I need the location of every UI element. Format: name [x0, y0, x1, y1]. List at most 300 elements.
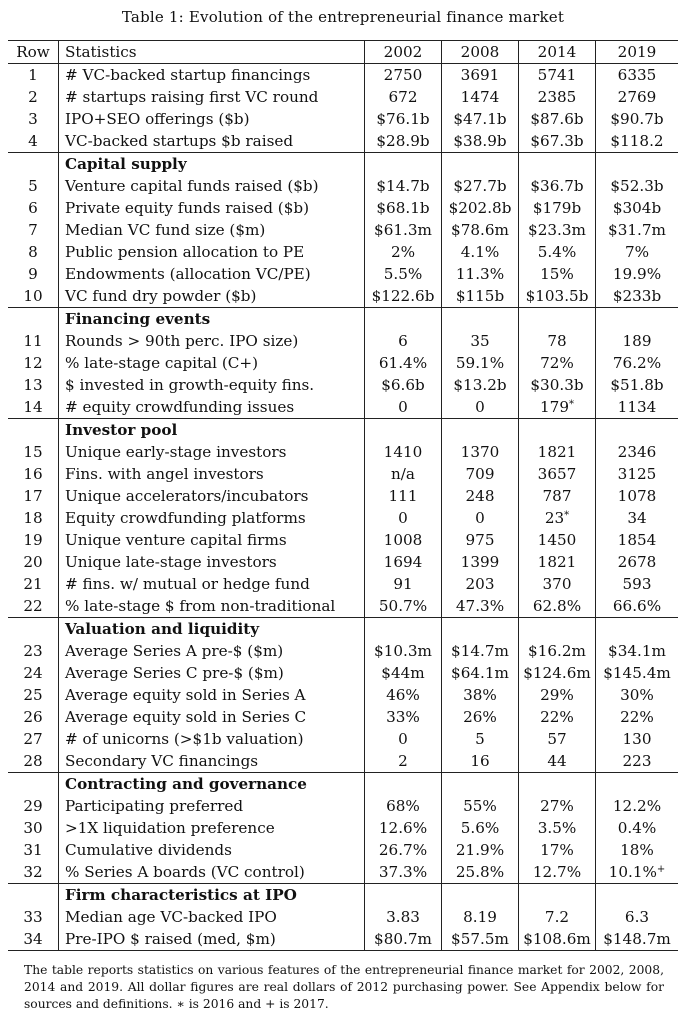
value-text: 59.1% [455, 354, 505, 372]
value-cell-2019 [596, 795, 679, 817]
value-cell-2008 [442, 86, 519, 108]
value-cell-2014 [519, 728, 596, 750]
section-header-row [8, 884, 678, 907]
value-text: n/a [391, 465, 415, 483]
value-text: $27.7b [453, 177, 507, 195]
header-statistics-col: Statistics [59, 41, 365, 64]
table-row [8, 175, 678, 197]
value-text: 1821 [537, 443, 577, 461]
value-cell-2019 [596, 662, 679, 684]
row-number: 7 [8, 219, 59, 241]
value-text: 66.6% [612, 597, 662, 615]
value-text: 2% [390, 243, 416, 261]
value-cell-2002 [365, 817, 442, 839]
value-text: 3.83 [386, 908, 420, 926]
value-cell-2014 [519, 130, 596, 153]
value-text: 2 [398, 752, 408, 770]
table-row [8, 928, 678, 951]
value-cell-2014 [519, 906, 596, 928]
statistic-label: Pre-IPO $ raised (med, $m) [59, 928, 365, 951]
section-empty-cell [519, 308, 596, 331]
value-cell-2002 [365, 241, 442, 263]
value-cell-2002 [365, 529, 442, 551]
value-cell-2008 [442, 197, 519, 219]
section-empty-cell [365, 308, 442, 331]
value-cell-2008 [442, 441, 519, 463]
value-text: 50.7% [378, 597, 428, 615]
value-cell-2008 [442, 396, 519, 419]
row-number: 9 [8, 263, 59, 285]
value-text: 72% [540, 354, 574, 372]
value-cell-2014 [519, 507, 596, 529]
value-cell-2019 [596, 241, 679, 263]
value-text: $34.1m [608, 642, 666, 660]
value-text: 38% [463, 686, 497, 704]
statistic-label: Unique early-stage investors [59, 441, 365, 463]
value-text: 6.3 [624, 908, 650, 926]
table-row [8, 441, 678, 463]
value-cell-2002 [365, 374, 442, 396]
value-cell-2019 [596, 551, 679, 573]
row-number: 14 [8, 396, 59, 419]
table-row [8, 529, 678, 551]
value-cell-2002 [365, 219, 442, 241]
finance-table [8, 40, 678, 951]
value-text: 7.2 [544, 908, 570, 926]
value-cell-2014 [519, 197, 596, 219]
value-text: 1399 [460, 553, 500, 571]
row-number: 12 [8, 352, 59, 374]
section-empty-cell [365, 419, 442, 442]
value-text: $80.7m [374, 930, 432, 948]
value-cell-2002 [365, 64, 442, 87]
value-text: $68.1b [376, 199, 430, 217]
value-text: 21.9% [455, 841, 505, 859]
table-row [8, 750, 678, 773]
value-cell-2019 [596, 640, 679, 662]
row-number: 1 [8, 64, 59, 87]
value-cell-2002 [365, 795, 442, 817]
value-cell-2002 [365, 728, 442, 750]
value-cell-2008 [442, 175, 519, 197]
value-cell-2014 [519, 352, 596, 374]
value-text: 1854 [617, 531, 657, 549]
value-cell-2019 [596, 285, 679, 308]
value-text: 1694 [383, 553, 423, 571]
value-text: $108.6m [523, 930, 591, 948]
value-text: 0 [398, 398, 408, 416]
value-cell-2008 [442, 728, 519, 750]
value-cell-2019 [596, 928, 679, 951]
statistic-label: Secondary VC financings [59, 750, 365, 773]
value-cell-2008 [442, 374, 519, 396]
value-text: 1450 [537, 531, 577, 549]
statistic-label: Median age VC-backed IPO [59, 906, 365, 928]
row-number: 3 [8, 108, 59, 130]
value-cell-2002 [365, 285, 442, 308]
table-row [8, 463, 678, 485]
value-text: 1370 [460, 443, 500, 461]
value-text: 5.5% [383, 265, 423, 283]
value-cell-2002 [365, 750, 442, 773]
statistic-label: Unique accelerators/incubators [59, 485, 365, 507]
table-row [8, 507, 678, 529]
header-year-2019: 2019 [617, 43, 657, 61]
section-header-row [8, 153, 678, 176]
value-text: $90.7b [610, 110, 664, 128]
value-cell-2014 [519, 64, 596, 87]
table-row [8, 64, 678, 87]
value-text: 46% [386, 686, 420, 704]
table-row [8, 130, 678, 153]
section-row-cell [8, 419, 59, 442]
statistic-label: % late-stage capital (C+) [59, 352, 365, 374]
statistic-label: # of unicorns (>$1b valuation) [59, 728, 365, 750]
value-text: 47.3% [455, 597, 505, 615]
value-text: 6335 [617, 66, 657, 84]
table-row [8, 551, 678, 573]
value-cell-2014 [519, 374, 596, 396]
value-text: $44m [381, 664, 425, 682]
value-cell-2019 [596, 595, 679, 618]
value-text: 2346 [617, 443, 657, 461]
value-cell-2014 [519, 795, 596, 817]
value-cell-2019 [596, 728, 679, 750]
value-text: 18% [620, 841, 654, 859]
value-text: 2769 [617, 88, 657, 106]
value-text: $67.3b [530, 132, 584, 150]
value-cell-2014 [519, 573, 596, 595]
value-cell-2008 [442, 928, 519, 951]
statistic-label: Public pension allocation to PE [59, 241, 365, 263]
row-number: 32 [8, 861, 59, 884]
value-text: 78 [547, 332, 567, 350]
value-cell-2002 [365, 263, 442, 285]
value-cell-2002 [365, 684, 442, 706]
value-cell-2002 [365, 861, 442, 884]
value-text: 787 [542, 487, 572, 505]
row-number: 18 [8, 507, 59, 529]
value-cell-2014 [519, 175, 596, 197]
value-cell-2002 [365, 640, 442, 662]
table-header [8, 41, 678, 64]
section-empty-cell [519, 419, 596, 442]
section-empty-cell [442, 153, 519, 176]
value-cell-2019 [596, 130, 679, 153]
value-text: 7% [624, 243, 650, 261]
statistic-label: Rounds > 90th perc. IPO size) [59, 330, 365, 352]
value-cell-2014 [519, 108, 596, 130]
statistic-label: Equity crowdfunding platforms [59, 507, 365, 529]
value-cell-2014 [519, 485, 596, 507]
header-year-2014: 2014 [519, 41, 596, 64]
statistic-label: Venture capital funds raised ($b) [59, 175, 365, 197]
value-text: 0 [475, 398, 485, 416]
value-text: 5741 [537, 66, 577, 84]
value-text: 23 [544, 509, 565, 527]
value-text: $304b [612, 199, 662, 217]
statistic-label: # equity crowdfunding issues [59, 396, 365, 419]
row-number: 8 [8, 241, 59, 263]
value-cell-2014 [519, 463, 596, 485]
value-cell-2019 [596, 684, 679, 706]
value-cell-2014 [519, 330, 596, 352]
value-text: 1134 [617, 398, 657, 416]
row-number: 24 [8, 662, 59, 684]
value-cell-2002 [365, 485, 442, 507]
value-text: 1474 [460, 88, 500, 106]
value-text: 130 [622, 730, 652, 748]
section-title: Contracting and governance [59, 773, 365, 796]
table-row [8, 839, 678, 861]
value-text: $233b [612, 287, 662, 305]
row-number: 19 [8, 529, 59, 551]
value-text: 10.1% [608, 863, 657, 881]
value-cell-2002 [365, 573, 442, 595]
value-text: 248 [465, 487, 495, 505]
value-text: 11.3% [455, 265, 505, 283]
value-text: 0 [398, 730, 408, 748]
section-header-row [8, 773, 678, 796]
row-number: 22 [8, 595, 59, 618]
row-number: 2 [8, 86, 59, 108]
section-empty-cell [365, 884, 442, 907]
value-cell-2008 [442, 64, 519, 87]
section-header-row [8, 419, 678, 442]
statistic-label: Average Series C pre-$ ($m) [59, 662, 365, 684]
value-text: 76.2% [612, 354, 662, 372]
value-text: 1410 [383, 443, 423, 461]
value-text: $148.7m [603, 930, 671, 948]
value-text: $57.5m [451, 930, 509, 948]
section-empty-cell [519, 153, 596, 176]
value-cell-2019 [596, 374, 679, 396]
statistic-label: Average equity sold in Series A [59, 684, 365, 706]
value-text: 25.8% [455, 863, 505, 881]
row-number: 28 [8, 750, 59, 773]
value-cell-2019 [596, 485, 679, 507]
section-title: Firm characteristics at IPO [59, 884, 365, 907]
value-cell-2008 [442, 839, 519, 861]
value-text: $36.7b [530, 177, 584, 195]
value-cell-2008 [442, 463, 519, 485]
value-cell-2008 [442, 529, 519, 551]
statistic-label: VC fund dry powder ($b) [59, 285, 365, 308]
value-text: 189 [622, 332, 652, 350]
value-cell-2002 [365, 130, 442, 153]
statistic-label: Private equity funds raised ($b) [59, 197, 365, 219]
value-cell-2014 [519, 706, 596, 728]
value-text: 22% [540, 708, 574, 726]
value-text: 5.6% [460, 819, 500, 837]
row-number: 27 [8, 728, 59, 750]
value-text: 203 [465, 575, 495, 593]
table-row [8, 108, 678, 130]
value-cell-2014 [519, 839, 596, 861]
footnote-marker: * [569, 399, 574, 410]
value-cell-2014 [519, 928, 596, 951]
section-empty-cell [519, 884, 596, 907]
value-cell-2002 [365, 197, 442, 219]
value-text: $115b [455, 287, 505, 305]
table-row [8, 352, 678, 374]
value-cell-2014 [519, 817, 596, 839]
statistic-label: Unique late-stage investors [59, 551, 365, 573]
value-cell-2014 [519, 529, 596, 551]
section-empty-cell [365, 618, 442, 641]
statistic-label: Endowments (allocation VC/PE) [59, 263, 365, 285]
row-number: 10 [8, 285, 59, 308]
value-cell-2019 [596, 817, 679, 839]
statistic-label: Average Series A pre-$ ($m) [59, 640, 365, 662]
footnote-marker: * [564, 510, 570, 521]
statistic-label: >1X liquidation preference [59, 817, 365, 839]
value-cell-2002 [365, 928, 442, 951]
row-number: 21 [8, 573, 59, 595]
section-empty-cell [596, 884, 679, 907]
value-text: $52.3b [610, 177, 664, 195]
value-cell-2008 [442, 485, 519, 507]
section-empty-cell [596, 773, 679, 796]
value-text: 1821 [537, 553, 577, 571]
value-cell-2019 [596, 175, 679, 197]
value-text: $14.7m [451, 642, 509, 660]
value-text: 709 [465, 465, 495, 483]
value-cell-2002 [365, 463, 442, 485]
value-text: 4.1% [460, 243, 500, 261]
value-text: 57 [547, 730, 567, 748]
row-number: 30 [8, 817, 59, 839]
footnote-marker: + [656, 864, 666, 875]
statistic-label: # VC-backed startup financings [59, 64, 365, 87]
section-empty-cell [596, 153, 679, 176]
statistic-label: Cumulative dividends [59, 839, 365, 861]
section-header-row [8, 308, 678, 331]
value-text: $122.6b [371, 287, 435, 305]
value-text: 61.4% [378, 354, 428, 372]
value-cell-2019 [596, 839, 679, 861]
statistic-label: % late-stage $ from non-traditional [59, 595, 365, 618]
table-row [8, 330, 678, 352]
value-cell-2002 [365, 330, 442, 352]
table-row [8, 263, 678, 285]
table-row [8, 861, 678, 884]
value-cell-2008 [442, 861, 519, 884]
table-body [8, 64, 678, 951]
value-text: $47.1b [453, 110, 507, 128]
value-text: 223 [622, 752, 652, 770]
value-cell-2008 [442, 219, 519, 241]
statistic-label: Average equity sold in Series C [59, 706, 365, 728]
value-cell-2019 [596, 507, 679, 529]
table-row [8, 662, 678, 684]
value-cell-2002 [365, 551, 442, 573]
table-row [8, 684, 678, 706]
value-text: 2750 [383, 66, 423, 84]
value-text: $179b [532, 199, 582, 217]
section-row-cell [8, 773, 59, 796]
value-cell-2014 [519, 263, 596, 285]
header-row-col: Row [8, 41, 59, 64]
value-cell-2014 [519, 441, 596, 463]
row-number: 5 [8, 175, 59, 197]
row-number: 16 [8, 463, 59, 485]
section-empty-cell [365, 153, 442, 176]
table-row [8, 817, 678, 839]
table-row [8, 197, 678, 219]
value-cell-2008 [442, 130, 519, 153]
value-cell-2008 [442, 573, 519, 595]
table-row [8, 728, 678, 750]
value-cell-2014 [519, 861, 596, 884]
value-text: 62.8% [532, 597, 582, 615]
value-text: $145.4m [603, 664, 671, 682]
value-cell-2014 [519, 662, 596, 684]
value-text: 26% [463, 708, 497, 726]
value-cell-2002 [365, 662, 442, 684]
table-row [8, 706, 678, 728]
value-cell-2019 [596, 573, 679, 595]
section-empty-cell [596, 419, 679, 442]
value-text: $124.6m [523, 664, 591, 682]
value-text: 179 [540, 398, 569, 416]
value-text: 3691 [460, 66, 500, 84]
value-text: 22% [620, 708, 654, 726]
statistic-label: IPO+SEO offerings ($b) [59, 108, 365, 130]
value-cell-2019 [596, 86, 679, 108]
section-empty-cell [519, 773, 596, 796]
value-cell-2002 [365, 595, 442, 618]
value-text: $51.8b [610, 376, 664, 394]
value-cell-2019 [596, 263, 679, 285]
value-text: 3.5% [537, 819, 577, 837]
section-empty-cell [365, 773, 442, 796]
value-text: 1008 [383, 531, 423, 549]
value-cell-2014 [519, 285, 596, 308]
value-text: 0.4% [617, 819, 657, 837]
statistic-label: # fins. w/ mutual or hedge fund [59, 573, 365, 595]
value-text: 1078 [617, 487, 657, 505]
value-cell-2008 [442, 108, 519, 130]
row-number: 15 [8, 441, 59, 463]
value-text: 68% [386, 797, 420, 815]
section-title: Capital supply [59, 153, 365, 176]
statistic-label: % Series A boards (VC control) [59, 861, 365, 884]
value-text: $14.7b [376, 177, 430, 195]
value-cell-2002 [365, 706, 442, 728]
header-year-2002: 2002 [365, 41, 442, 64]
value-cell-2002 [365, 175, 442, 197]
value-text: 6 [398, 332, 408, 350]
table-row [8, 86, 678, 108]
value-text: $87.6b [530, 110, 584, 128]
section-title: Valuation and liquidity [59, 618, 365, 641]
value-cell-2002 [365, 352, 442, 374]
value-cell-2008 [442, 906, 519, 928]
value-text: $30.3b [530, 376, 584, 394]
value-text: 26.7% [378, 841, 428, 859]
value-text: 3125 [617, 465, 657, 483]
value-text: $6.6b [381, 376, 425, 394]
value-cell-2019 [596, 330, 679, 352]
value-text: 8.19 [463, 908, 497, 926]
value-text: $64.1m [451, 664, 509, 682]
value-text: 27% [540, 797, 574, 815]
value-text: $10.3m [374, 642, 432, 660]
value-cell-2019 [596, 396, 679, 419]
value-cell-2019 [596, 64, 679, 87]
table-row [8, 396, 678, 419]
